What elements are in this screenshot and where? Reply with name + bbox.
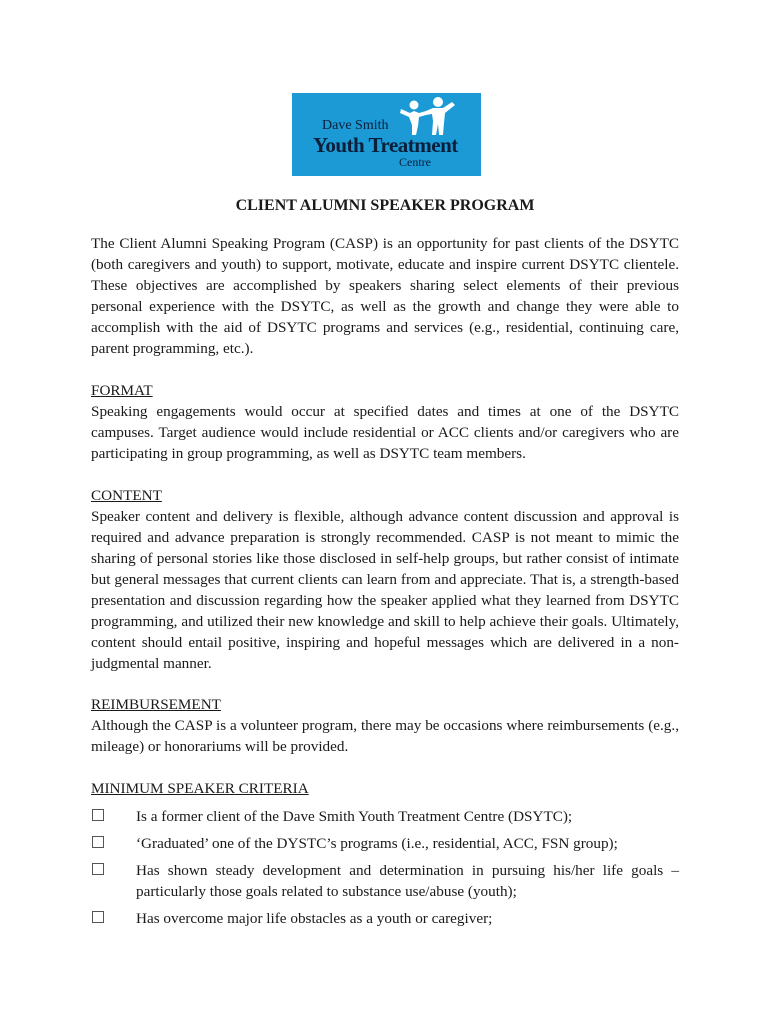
format-paragraph: Speaking engagements would occur at specified dates and times at one of the DSYTC campuses. Target audience would include residential or ACC clients and/or caregivers who are participating in group programming, as well as DSYTC team members. — [91, 403, 679, 462]
reimbursement-heading: REIMBURSEMENT — [91, 696, 221, 713]
format-heading: FORMAT — [91, 382, 153, 399]
criteria-item-text: Has overcome major life obstacles as a youth or caregiver; — [136, 910, 493, 927]
intro-paragraph: The Client Alumni Speaking Program (CASP) is an opportunity for past clients of the DSYTC (both caregivers and youth) to support, motivate, educate and inspire current DSYTC clientele. These objectives are accomplished by speakers sharing select elements of their previous personal experience with the DSYTC, as well as the growth and change they were able to accomplish with the aid of DSYTC programs and services (e.g., residential, continuing care, parent programming, etc.). — [91, 235, 679, 357]
reimbursement-paragraph: Although the CASP is a volunteer program, there may be occasions where reimbursements (e.g., mileage) or honorariums will be provided. — [91, 717, 679, 755]
criteria-item-text: Has shown steady development and determination in pursuing his/her life goals – particularly those goals related to substance use/abuse (youth); — [136, 862, 679, 900]
checkbox-icon — [92, 863, 104, 875]
checkbox-icon — [92, 836, 104, 848]
criteria-heading: MINIMUM SPEAKER CRITERIA — [91, 780, 309, 797]
document-title: CLIENT ALUMNI SPEAKER PROGRAM — [235, 197, 535, 214]
logo-line-centre: Centre — [399, 155, 431, 169]
criteria-item-text: Is a former client of the Dave Smith Youth Treatment Centre (DSYTC); — [136, 808, 573, 825]
criteria-item-text: ‘Graduated’ one of the DYSTC’s programs (i.e., residential, ACC, FSN group); — [136, 835, 618, 852]
logo-line-youth-treatment: Youth Treatment — [313, 133, 458, 157]
logo-line-dave-smith: Dave Smith — [322, 118, 389, 133]
content-heading: CONTENT — [91, 487, 162, 504]
content-paragraph: Speaker content and delivery is flexible, although advance content discussion and approval is required and advance preparation is strongly recommended. CASP is not meant to mimic the sharing of personal stories like those disclosed in self-help groups, but rather consist of intimate but general messages that current clients can learn from and appreciate. That is, a strength-based presentation and discussion regarding how the speaker applied what they learned from DSYTC programming, and utilized their new knowledge and skill to help achieve their goals. Ultimately, content should entail positive, inspiring and hopeful messages which are delivered in a non-judgmental manner. — [91, 508, 679, 672]
checkbox-icon — [92, 911, 104, 923]
dsytc-logo — [292, 93, 481, 176]
checkbox-icon — [92, 809, 104, 821]
